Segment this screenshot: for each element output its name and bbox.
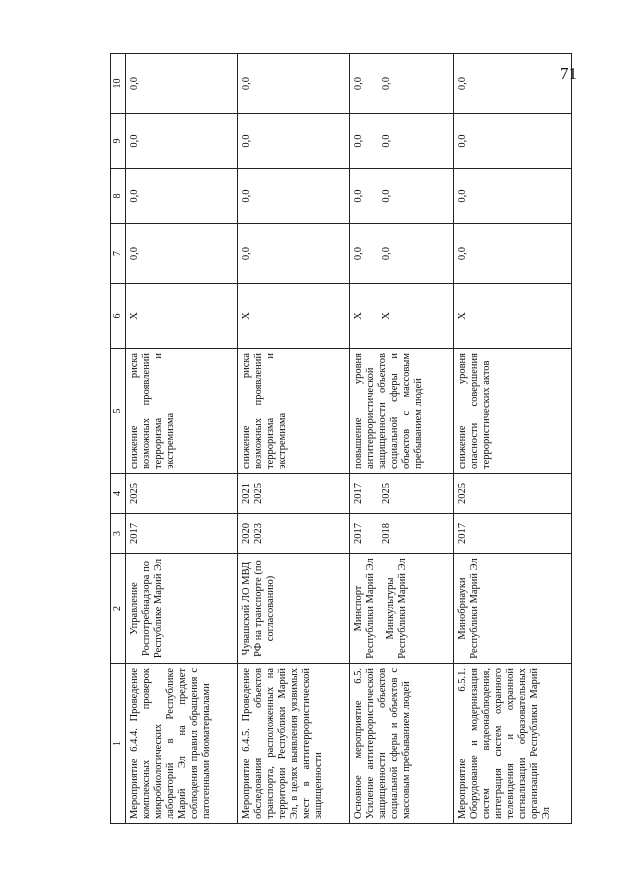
value-cell-10: 0,0 bbox=[454, 54, 572, 114]
value-cell-9: 0,0 0,0 bbox=[350, 114, 454, 169]
value-cell-8: 0,0 bbox=[454, 169, 572, 224]
value-cell-8: 0,0 bbox=[126, 169, 238, 224]
value-cell-7: 0,0 bbox=[126, 224, 238, 284]
col-header-7: 7 bbox=[111, 224, 126, 284]
value-cell-7: 0,0 0,0 bbox=[350, 224, 454, 284]
result-cell: повышение уровня антитеррористической защищенности объектов социальной сферы и объектов с массовым пребыванием людей bbox=[350, 349, 454, 474]
value-cell-9: 0,0 bbox=[126, 114, 238, 169]
value-cell-9: 0,0 bbox=[238, 114, 350, 169]
value-cell-9: 0,0 bbox=[454, 114, 572, 169]
activity-cell: Основное мероприятие 6.5. Усиление антитеррористической защищенности объектов социальной сферы и объектов с массовым пребыванием людей bbox=[350, 664, 454, 824]
executor-cell: Минобрнауки Республики Марий Эл bbox=[454, 554, 572, 664]
col-header-3: 3 bbox=[111, 514, 126, 554]
executor-cell bbox=[350, 554, 454, 664]
value-cell-8: 0,0 bbox=[238, 169, 350, 224]
result-cell: снижение риска возможных проявлений терроризма и экстремизма bbox=[238, 349, 350, 474]
value-cell-10: 0,0 0,0 bbox=[350, 54, 454, 114]
rotated-table-container bbox=[110, 54, 570, 824]
end-year-cell: 2021 2025 bbox=[238, 474, 350, 514]
col-header-10: 10 bbox=[111, 54, 126, 114]
mark-cell: X bbox=[126, 284, 238, 349]
start-year-cell: 2017 bbox=[454, 514, 572, 554]
col-header-9: 9 bbox=[111, 114, 126, 169]
end-year-cell: 2025 bbox=[126, 474, 238, 514]
activity-cell: Мероприятие 6.4.5. Проведение обследования объектов транспорта, расположенных на территории Республики Марий Эл, в целях выявления уязвимых мест в антитеррористической защищенности bbox=[238, 664, 350, 824]
executor-minsport: Минспорт Республики Марий Эл bbox=[353, 558, 377, 659]
start-year-cell: 2017 bbox=[126, 514, 238, 554]
table-row bbox=[126, 54, 238, 824]
activity-cell: Мероприятие 6.5.1. Оборудование и модернизация систем видеонаблюдения, интеграция систем охранного телевидения и охранной сигнализации образовательных организаций Республики Марий Эл bbox=[454, 664, 572, 824]
executor-minkultury: Минкультуры Республики Марий Эл bbox=[385, 558, 409, 659]
value-cell-10: 0,0 bbox=[126, 54, 238, 114]
start-year-cell: 2017 2018 bbox=[350, 514, 454, 554]
activity-cell: Мероприятие 6.4.4. Проведение комплексных проверок микробиологических лабораторий в Республике Марий Эл на предмет соблюдения правил обращения с патогенными биоматериалами bbox=[126, 664, 238, 824]
value-cell-7: 0,0 bbox=[454, 224, 572, 284]
value-cell-10: 0,0 bbox=[238, 54, 350, 114]
end-year-cell: 2025 bbox=[454, 474, 572, 514]
executor-cell: Чувашский ЛО МВД РФ на транспорте (по согласованию) bbox=[238, 554, 350, 664]
mark-cell: X bbox=[454, 284, 572, 349]
table-row bbox=[238, 54, 350, 824]
col-header-8: 8 bbox=[111, 169, 126, 224]
value-cell-7: 0,0 bbox=[238, 224, 350, 284]
program-table bbox=[110, 53, 572, 824]
value-cell-8: 0,0 0,0 bbox=[350, 169, 454, 224]
mark-cell: X bbox=[238, 284, 350, 349]
start-year-cell: 2020 2023 bbox=[238, 514, 350, 554]
table-row bbox=[350, 54, 454, 824]
header-row bbox=[111, 54, 126, 824]
table-row bbox=[454, 54, 572, 824]
col-header-4: 4 bbox=[111, 474, 126, 514]
result-cell: снижение уровня опасности совершения террористических актов bbox=[454, 349, 572, 474]
mark-cell: X X bbox=[350, 284, 454, 349]
col-header-2: 2 bbox=[111, 554, 126, 664]
col-header-1: 1 bbox=[111, 664, 126, 824]
end-year-cell: 2017 2025 bbox=[350, 474, 454, 514]
result-cell: снижение риска возможных проявлений терроризма и экстремизма bbox=[126, 349, 238, 474]
col-header-6: 6 bbox=[111, 284, 126, 349]
page-number: 71 bbox=[560, 64, 577, 83]
col-header-5: 5 bbox=[111, 349, 126, 474]
executor-cell: Управление Роспотребнадзора по Республике Марий Эл bbox=[126, 554, 238, 664]
